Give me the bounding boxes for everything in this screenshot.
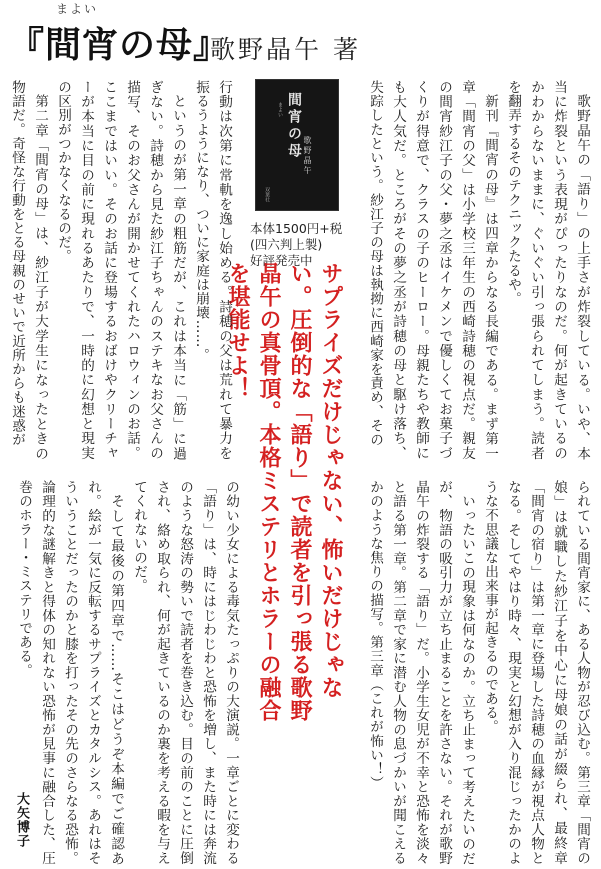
article-paragraph: 歌野晶午の「語り」の上手さが炸裂している。いや、本当に炸裂という表現がぴったりなのだ。何が起きているのかわからないままに、ぐいぐい引っ張られてしまう。読者を翻弄するそのテクニックたるや。 [505,80,590,460]
article-column-bottom-right [363,480,593,865]
article-column-bottom-left [10,480,242,865]
format-text: (四六判上製) [250,237,323,252]
reviewer-name: 大矢博子 [14,792,29,848]
cover-ruby: まよい [277,102,283,117]
book-title [8,26,230,66]
article-paragraph: というのが第一章の粗筋だが、これは本当に「筋」に過ぎない。詩穂から見た紗江子ちゃんのステキなお父さんの描写、そのお父さんが開かせてくれたハロウィンのお話。ここまではいい。そのお話に登場するおばけやクリーチャーが本当に目の前に現れるあたりで、一時的に幻想と現実の区別がつかなくなるのだ。 [55,80,186,460]
status-text: 好評発売中 [250,253,313,268]
book-cover-image [256,80,338,210]
cover-title: 間宵の母 [286,92,302,160]
cover-author: 歌野晶午 [303,136,312,176]
article-column-top-left [10,80,235,460]
author-credit: 歌野晶午 著 [210,35,361,64]
article-paragraph: 新刊『間宵の母』は四章からなる長編である。まず第一章「間宵の父」は小学校三年生の西崎詩穂の視点だ。親友の間宵紗江子の父・夢之丞はイケメンで優しくてお菓子づくりが得意で、クラスの子のヒーロー。母親たちや教師にも大人気だ。ところがその夢之丞が詩穂の母と駆け落ち、失踪したという。紗江子の母は執拗に西崎家を責め、その [367,80,498,460]
cover-publisher: 双葉社 [264,187,270,202]
article-paragraph: そして最後の第四章で……そこはどうぞ本編でご確認あれ。絵が一気に反転するサプライズとカタルシス。あれはそういうことだったのかと膝を打ったその先のさらなる恐怖。論理的な謎解きと得体の知れない恐怖が見事に融合した、圧巻のホラー・ミステリである。 [16,480,124,865]
article-paragraph: 第二章「間宵の母」は、紗江子が大学生になったときの物語だ。奇怪な行動をとる母親のせいで近所からも迷惑が [9,80,48,460]
article-paragraph: 行動は次第に常軌を逸し始める。詩穂の父は荒れて暴力を振るうようになり、ついに家庭は崩壊……。 [193,80,232,460]
title-ruby: まよい [56,2,99,16]
article-paragraph: の幼い少女による毒気たっぷりの大演説。一章ごとに変わる「語り」は、時にはじわじわと恐怖を増し、また時には奔流のような怒涛の勢いで読者を巻き込む。目の前のことに圧倒され、絡め取られ、何が起きているのか裏を考える暇を与えてくれないのだ。 [131,480,239,865]
title-text: 『間宵の母』 [8,25,231,66]
article-paragraph: られている間宵家に、ある人物が忍び込む。第三章「間宵の娘」は就職した紗江子を中心に母娘の話が綴られ、最終章「間宵の宿り」は第一章に登場した詩穂の血縁が視点人物となる。そしてやはり時々、現実と幻想が入り混じったかのような不思議な出来事が起きるのである。 [482,480,590,865]
article-paragraph: いったいこの現象は何なのか。立ち止まって考えたいのだが、物語の吸引力が立ち止まることを許さない。それが歌野晶午の炸裂する「語り」だ。小学生女児が不幸と恐怖を淡々と語る第一章。第二章で家に潜む人物の息づかいが聞こえるかのような焦りの描写。第三章（これが怖い！） [367,480,475,865]
headline-catchcopy: サプライズだけじゃない、怖いだけじゃない。圧倒的な「語り」で読者を引っ張る歌野晶午の真骨頂。本格ミステリとホラーの融合を堪能せよ！ [225,262,343,722]
price-text: 本体1500円+税 [250,221,343,236]
